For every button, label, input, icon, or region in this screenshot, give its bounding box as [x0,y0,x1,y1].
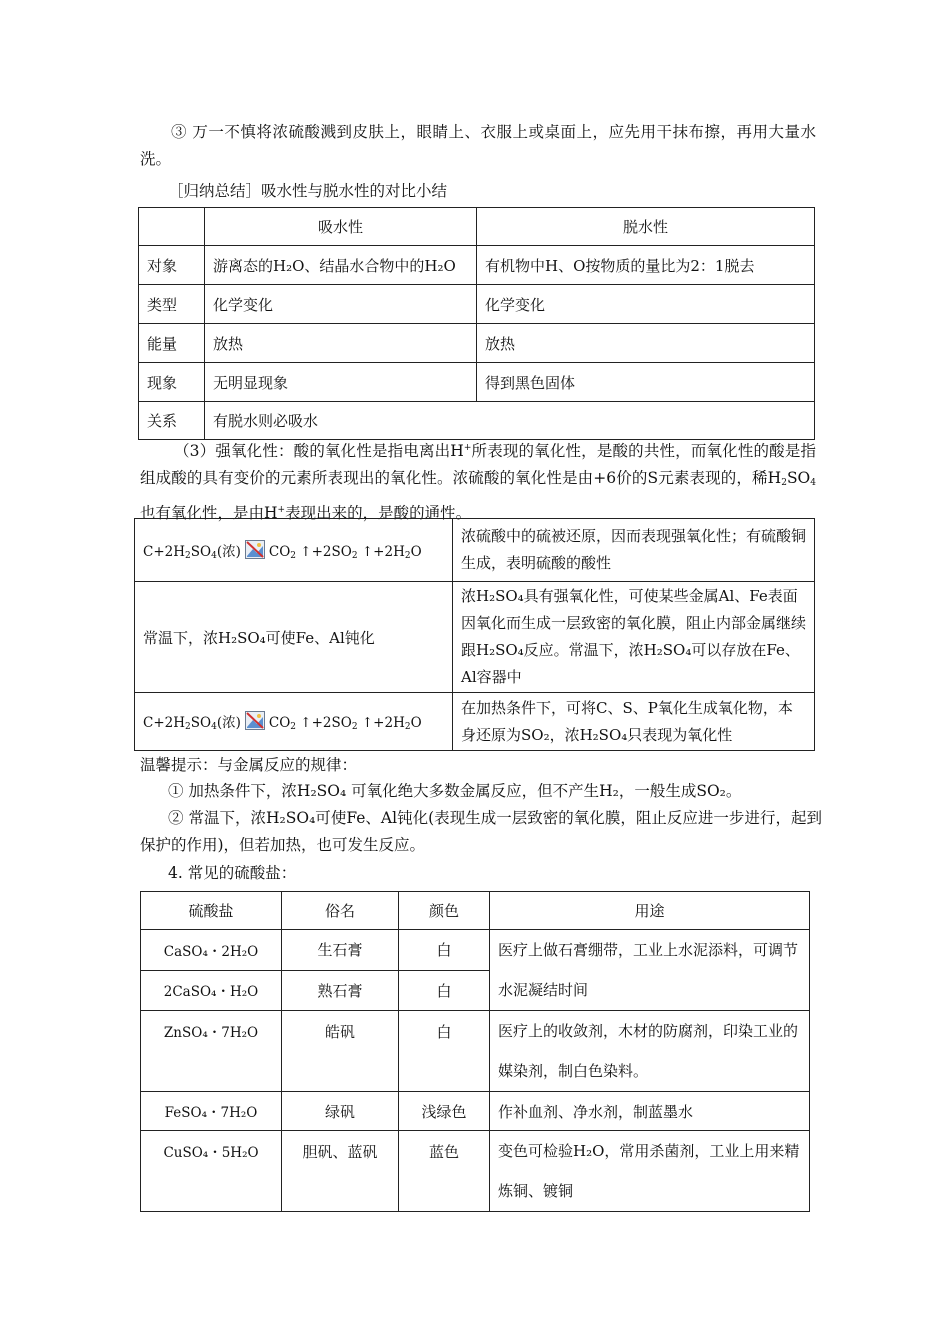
oxidation-table [134,518,815,751]
table-row [139,285,815,324]
formula-text: SO [190,543,212,560]
table-row [139,402,815,440]
common-name-cell: 皓矾 [282,1011,399,1092]
subscript: 2 [404,722,411,732]
subscript: 2 [185,550,191,561]
use-cell: 医疗上的收敛剂，木材的防腐剂，印染工业的媒染剂，制白色染料。 [490,1011,810,1092]
row-label: 现象 [139,363,205,402]
color-cell: 白 [399,930,490,971]
oxidation-paragraph [140,435,816,527]
table-header-row [139,208,815,246]
use-cell: 医疗上做石膏绷带，工业上水泥添料，可调节水泥凝结时间 [490,930,810,1011]
subscript: 2 [404,550,411,561]
absorption-cell: 放热 [205,324,477,363]
subscript: 4 [211,722,217,732]
dehydration-cell: 有机物中H、O按物质的量比为2：1脱去 [477,246,815,285]
explanation-cell: 浓H₂SO₄具有强氧化性，可使某些金属Al、Fe表面因氧化而生成一层致密的氧化膜，阻止内部金属继续跟H₂SO₄反应。常温下，浓H₂SO₄可以存放在Fe、Al容器中 [453,582,815,693]
summary-title: ［归纳总结］吸水性与脱水性的对比小结 [168,182,448,200]
absorption-cell: 化学变化 [205,285,477,324]
explanation-cell: 在加热条件下，可将C、S、P氧化生成氧化物，本身还原为SO₂，浓H₂SO₄只表现为氧化性 [453,693,815,751]
use-cell: 作补血剂、净水剂，制蓝墨水 [490,1092,810,1131]
header-salt: 硫酸盐 [141,892,282,930]
header-common-name: 俗名 [282,892,399,930]
warm-tip-title: 温馨提示：与金属反应的规律： [140,756,358,774]
use-cell: 变色可检验H₂O，常用杀菌剂，工业上用来精炼铜、镀铜 [490,1131,810,1212]
table-row [141,1131,810,1212]
formula-text: C+2H [143,543,186,560]
color-cell: 浅绿色 [399,1092,490,1131]
salt-cell: FeSO₄・7H₂O [141,1092,282,1131]
salt-cell: 2CaSO₄・H₂O [141,970,282,1011]
formula-text: SO [190,715,212,731]
formula-text: (浓) [216,543,241,560]
formula-text: CO [268,543,291,560]
subscript: 4 [810,478,816,488]
passivation-cell: 常温下，浓H₂SO₄可使Fe、Al钝化 [135,582,453,693]
subscript: 2 [351,722,358,732]
formula-text: CO [268,715,291,731]
formula-text: ↑+2H [357,543,405,560]
salt-cell: CaSO₄・2H₂O [141,930,282,971]
sulfate-table [140,891,810,1212]
header-use: 用途 [490,892,810,930]
formula-text: O [410,715,422,731]
formula-text: ↑+2H [357,715,405,731]
oxidation-text-4: 表现出来的，是酸的通性。 [285,504,472,522]
row-label: 类型 [139,285,205,324]
superscript: + [277,505,286,515]
common-name-cell: 绿矾 [282,1092,399,1131]
heating-condition-icon [245,711,265,730]
subscript: 2 [185,722,191,732]
table-row [141,1092,810,1131]
common-name-cell: 生石膏 [282,930,399,971]
subscript: 4 [211,550,217,561]
row-label: 能量 [139,324,205,363]
table-row [139,324,815,363]
formula-text: ↑+2SO [296,715,352,731]
table-row [139,363,815,402]
absorption-cell: 游离态的H₂O、结晶水合物中的H₂O [205,246,477,285]
salt-cell: ZnSO₄・7H₂O [141,1011,282,1092]
subscript: 2 [781,478,787,488]
common-name-cell: 熟石膏 [282,970,399,1011]
table-header-row [141,892,810,930]
formula-text: SO [786,469,811,487]
superscript: + [463,443,472,453]
explanation-cell: 浓硫酸中的硫被还原，因而表现强氧化性；有硫酸铜生成，表明硫酸的酸性 [453,519,815,582]
table-row [141,1011,810,1092]
header-dehydration: 脱水性 [477,208,815,246]
salt-cell: CuSO₄・5H₂O [141,1131,282,1212]
oxidation-text-3: 也有氧化性，是由H [140,504,278,522]
relation-cell: 有脱水则必吸水 [205,402,815,440]
oxidation-text-1: （3）强氧化性：酸的氧化性是指电离出H [174,442,464,460]
tip-3-paragraph: ③ 万一不慎将浓硫酸溅到皮肤上，眼睛上、衣服上或桌面上，应先用干抹布擦，再用大量水洗。 [140,123,816,168]
absorption-dehydration-table [138,207,815,440]
table-row [139,246,815,285]
table-row [135,582,815,693]
heating-condition-icon [245,540,265,559]
table-row [135,693,815,751]
oxidation-text-2: 所表现的氧化性，是酸的共性，而氧化性的酸是指组成酸的具有变价的元素所表现出的氧化性。浓硫酸的氧化性是由+6价的S元素表现的，稀H [140,442,816,487]
header-absorption: 吸水性 [205,208,477,246]
absorption-cell: 无明显现象 [205,363,477,402]
formula-text: O [410,543,422,560]
color-cell: 蓝色 [399,1131,490,1212]
subscript: 2 [351,550,358,561]
reaction-equation-cell [135,693,453,751]
subscript: 2 [290,722,296,732]
formula-text: ↑+2SO [296,543,352,560]
header-empty-cell [139,208,205,246]
sulfate-section-title: 4. 常见的硫酸盐： [168,864,297,882]
formula-text: C+2H [143,715,186,731]
table-row [135,519,815,582]
row-label: 关系 [139,402,205,440]
row-label: 对象 [139,246,205,285]
warm-tip-item-2: ② 常温下，浓H₂SO₄可使Fe、Al钝化(表现生成一层致密的氧化膜，阻止反应进一步进行，起到保护的作用)，但若加热，也可发生反应。 [140,809,822,854]
dehydration-cell: 化学变化 [477,285,815,324]
subscript: 2 [290,550,296,561]
common-name-cell: 胆矾、蓝矾 [282,1131,399,1212]
dehydration-cell: 得到黑色固体 [477,363,815,402]
reaction-equation-cell [135,519,453,582]
color-cell: 白 [399,970,490,1011]
warm-tip-item-1: ① 加热条件下，浓H₂SO₄ 可氧化绝大多数金属反应，但不产生H₂，一般生成SO₂。 [168,782,742,800]
table-row [141,930,810,971]
formula-text: (浓) [216,715,241,731]
dehydration-cell: 放热 [477,324,815,363]
color-cell: 白 [399,1011,490,1092]
header-color: 颜色 [399,892,490,930]
